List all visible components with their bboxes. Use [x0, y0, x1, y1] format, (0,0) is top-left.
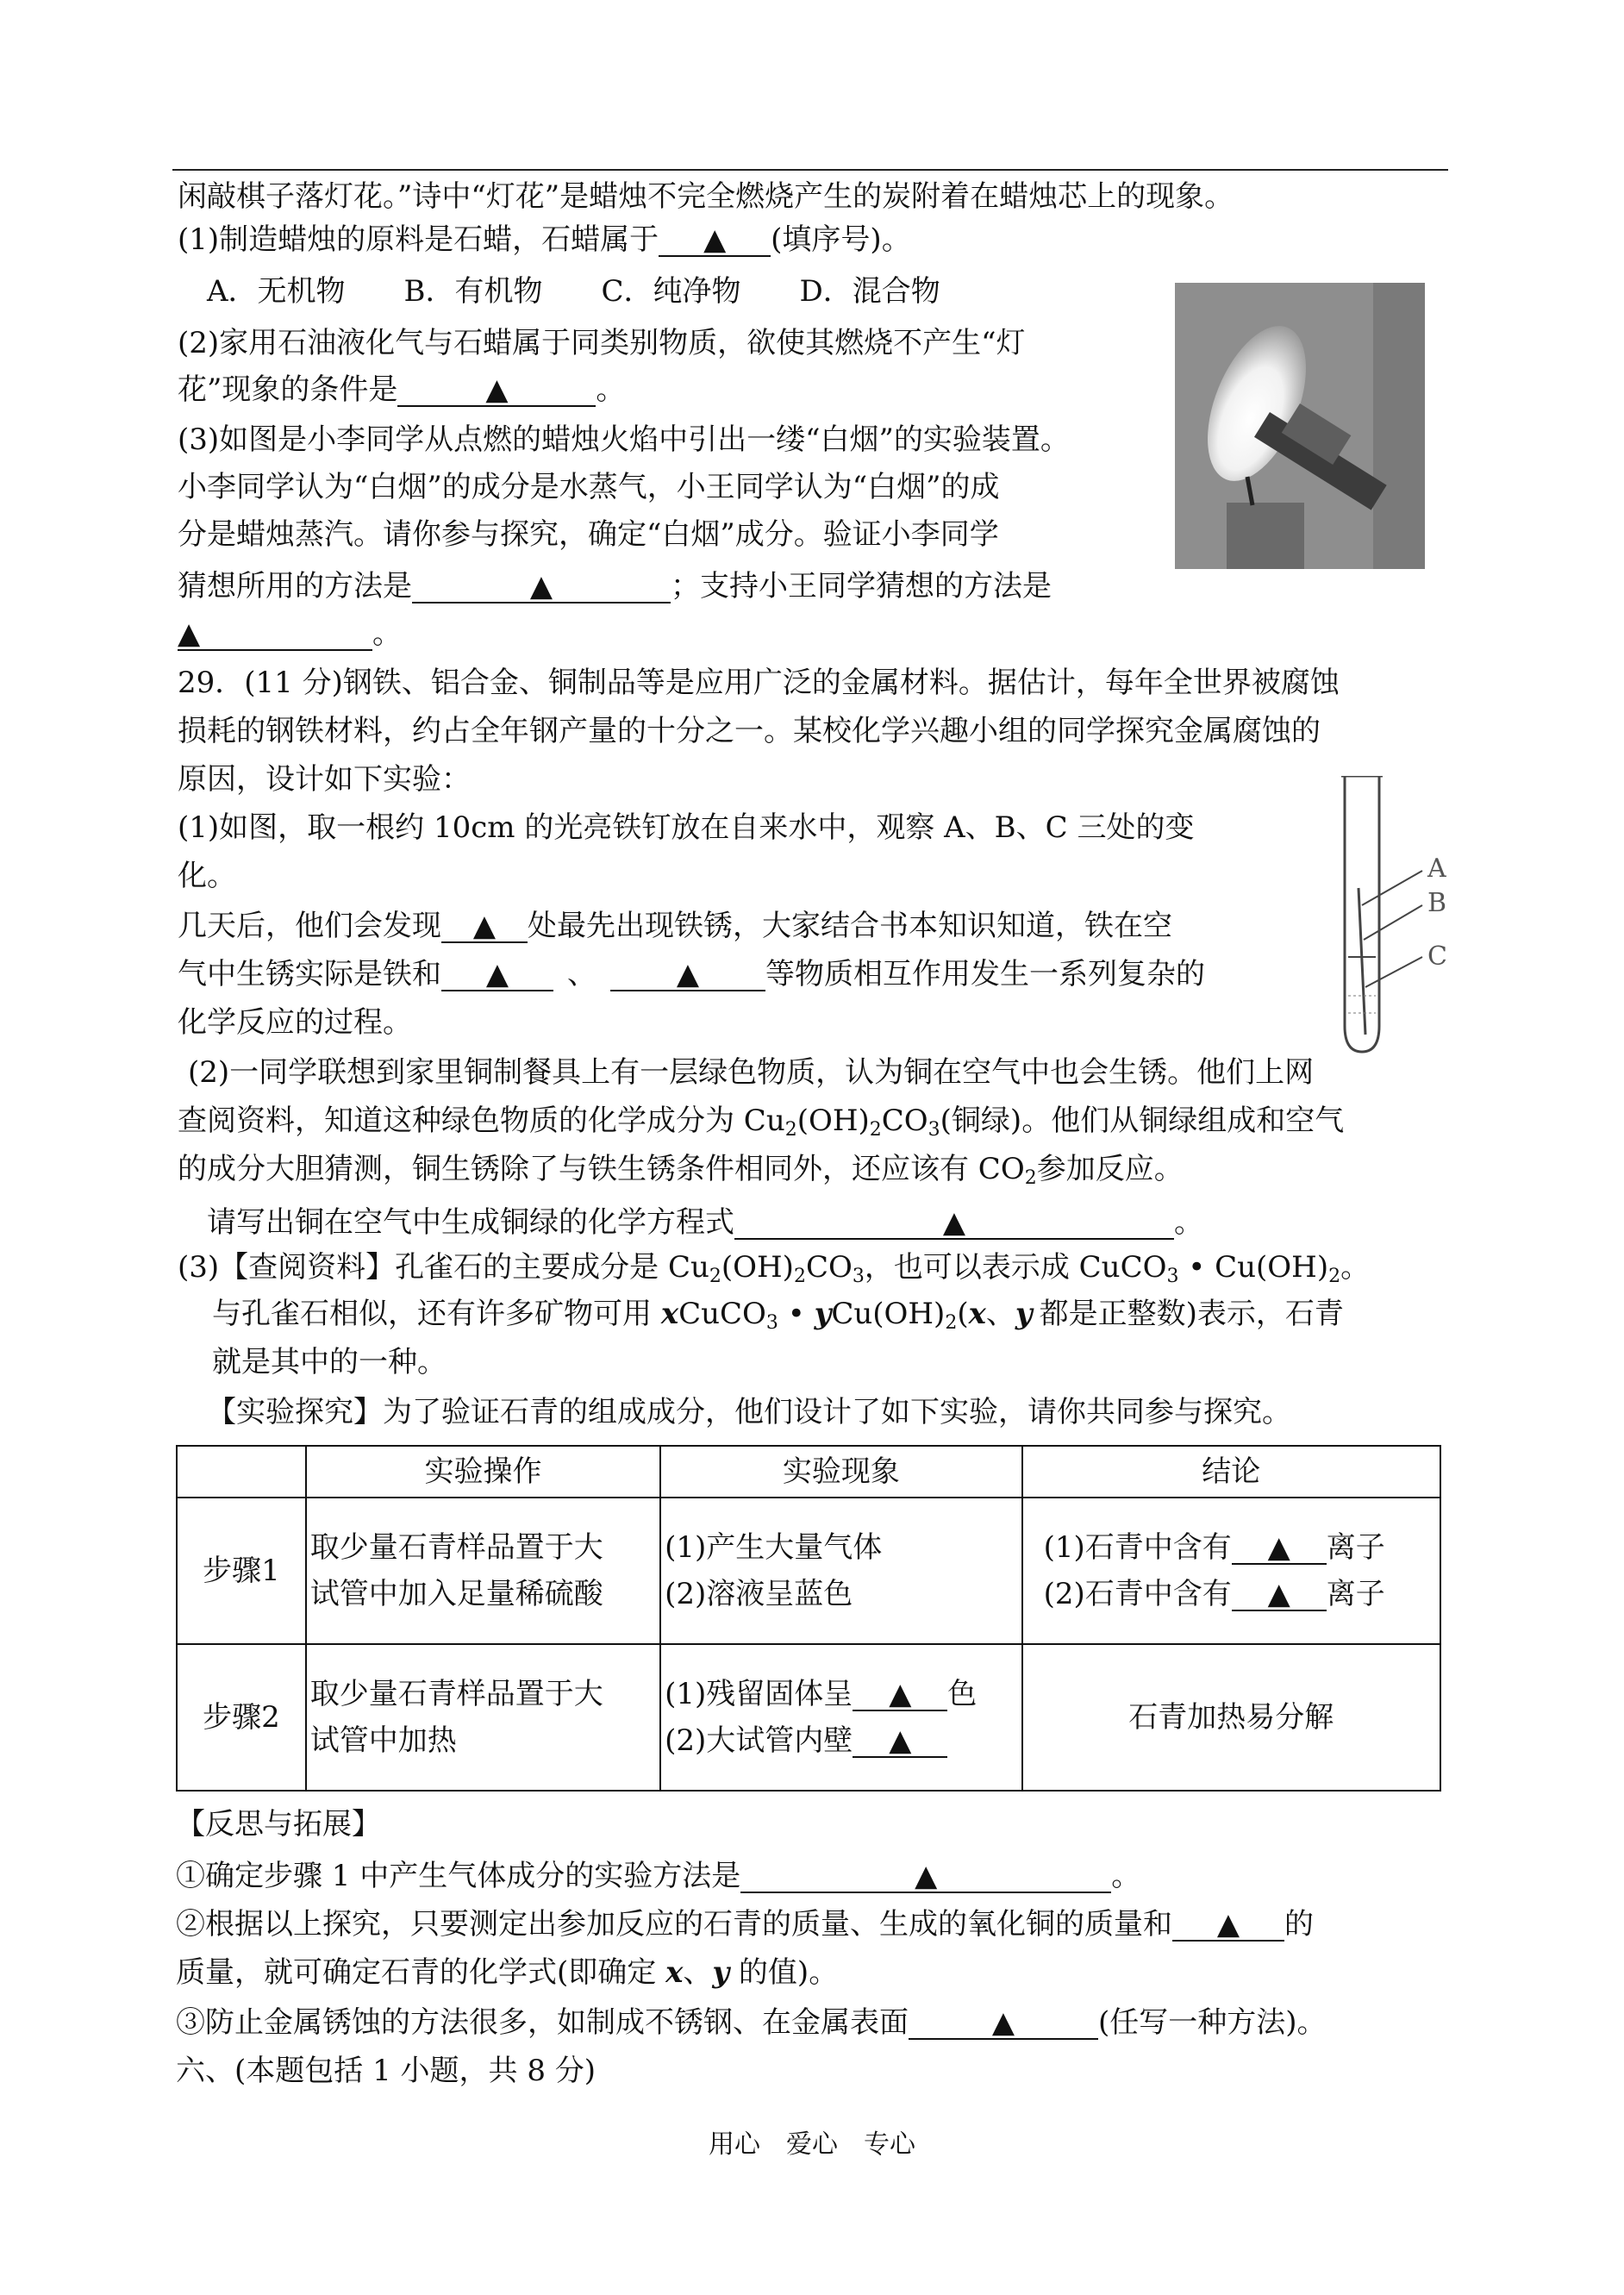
conclusion-cell: (1)石青中含有 ▲ 离子 (2)石青中含有 ▲ 离子: [1022, 1498, 1440, 1644]
question-29-intro: 29．(11 分)钢铁、铝合金、铜制品等是应用广泛的金属材料。据估计，每年全世界被腐蚀: [178, 666, 1340, 700]
answer-blank[interactable]: ▲: [853, 1679, 947, 1711]
answer-blank[interactable]: ▲: [734, 1207, 1174, 1240]
text-line: 损耗的钢铁材料，约占全年钢产量的十分之一。某校化学兴趣小组的同学探究金属腐蚀的: [178, 714, 1321, 748]
text-line: 闲敲棋子落灯花。”诗中“灯花”是蜡烛不完全燃烧产生的炭附着在蜡烛芯上的现象。: [178, 179, 1234, 214]
reflect-3: ③防止金属锈蚀的方法很多，如制成不锈钢、在金属表面 ▲ (任写一种方法)。: [176, 2005, 1327, 2040]
text-line: 的成分大胆猜测，铜生锈除了与铁生锈条件相同外，还应该有 $CO_2$参加反应。: [178, 1152, 1184, 1189]
text-line: 与孔雀石相似，还有许多矿物可用 xCuCO$_3$ • $yCu(OH)_2(x$、y 都是正整数)表示，石青: [212, 1297, 1344, 1334]
step-label: 步骤2: [177, 1644, 306, 1791]
reflect-1: ①确定步骤 1 中产生气体成分的实验方法是 ▲ 。: [176, 1859, 1141, 1893]
question-29-3: (3)【查阅资料】孔雀石的主要成分是 $Cu_2(OH)_2CO_3$，也可以表示成 CuCO$_3$ • $Cu(OH)_2$。: [178, 1250, 1371, 1287]
table-row: [177, 1644, 1440, 1791]
question-29-2: (2)一同学联想到家里铜制餐具上有一层绿色物质，认为铜在空气中也会生锈。他们上网: [188, 1055, 1315, 1090]
question-3-cont: 小李同学认为“白烟”的成分是水蒸气，小王同学认为“白烟”的成: [178, 470, 1000, 504]
options: A．无机物 B．有机物 C．纯净物 D．混合物: [207, 274, 940, 309]
step-label: 步骤1: [177, 1498, 306, 1644]
test-tube-figure: [1327, 776, 1474, 1069]
reflect-2: ②根据以上探究，只要测定出参加反应的石青的质量、生成的氧化铜的质量和 ▲ 的: [176, 1907, 1314, 1942]
answer-blank[interactable]: ▲: [397, 374, 596, 407]
answer-blank[interactable]: ▲: [441, 910, 528, 943]
answer-blank[interactable]: ▲: [441, 959, 553, 991]
answer-blank[interactable]: ▲: [412, 571, 671, 603]
table-row: [177, 1498, 1440, 1644]
question-2: (2)家用石油液化气与石蜡属于同类别物质，欲使其燃烧不产生“灯: [178, 326, 1026, 360]
answer-blank[interactable]: ▲: [853, 1725, 947, 1758]
text-line: 几天后，他们会发现 ▲ 处最先出现铁锈，大家结合书本知识知道，铁在空: [178, 909, 1172, 943]
operation-cell: 取少量石青样品置于大 试管中加入足量稀硫酸: [306, 1498, 660, 1644]
label-c: C: [1427, 941, 1447, 972]
label-b: B: [1427, 888, 1447, 918]
candle-photo: [1175, 283, 1425, 569]
table-header: 结论: [1022, 1446, 1440, 1498]
answer-blank[interactable]: ▲: [178, 618, 372, 651]
text-line: 化学反应的过程。: [178, 1005, 412, 1040]
label-a: A: [1427, 854, 1446, 884]
equation-prompt: 请写出铜在空气中生成铜绿的化学方程式 ▲ 。: [207, 1205, 1203, 1240]
answer-blank[interactable]: ▲: [909, 2007, 1098, 2040]
header-rule: [172, 169, 1448, 171]
answer-blank[interactable]: ▲: [1232, 1579, 1327, 1611]
text-line: 化。: [178, 859, 236, 893]
section-heading: 【实验探究】为了验证石青的组成成分，他们设计了如下实验，请你共同参与探究。: [207, 1395, 1291, 1429]
answer-blank[interactable]: ▲: [610, 959, 765, 991]
text-line: 气中生锈实际是铁和 ▲ 、 ▲ 等物质相互作用发生一系列复杂的: [178, 957, 1205, 991]
text-line: 就是其中的一种。: [212, 1345, 447, 1379]
question-3-cont: ▲ 。: [178, 616, 402, 651]
answer-blank[interactable]: ▲: [1232, 1532, 1327, 1565]
observation-cell: (1)产生大量气体 (2)溶液呈蓝色: [660, 1498, 1021, 1644]
question-3-cont: 分是蜡烛蒸汽。请你参与探究，确定“白烟”成分。验证小李同学: [178, 517, 999, 552]
experiment-table: [176, 1445, 1441, 1792]
table-header: [177, 1446, 306, 1498]
observation-cell: (1)残留固体呈 ▲ 色 (2)大试管内壁 ▲: [660, 1644, 1021, 1791]
section-heading: 【反思与拓展】: [176, 1807, 381, 1842]
question-3: (3)如图是小李同学从点燃的蜡烛火焰中引出一缕“白烟”的实验装置。: [178, 422, 1070, 457]
text-line: 原因，设计如下实验：: [178, 762, 471, 797]
conclusion-cell: 石青加热易分解: [1022, 1644, 1440, 1791]
question-2-cont: 花”现象的条件是 ▲ 。: [178, 372, 626, 407]
table-header: 实验操作: [306, 1446, 660, 1498]
answer-blank[interactable]: ▲: [740, 1860, 1111, 1893]
operation-cell: 取少量石青样品置于大 试管中加热: [306, 1644, 660, 1791]
section-six: 六、(本题包括 1 小题，共 8 分): [176, 2054, 597, 2088]
table-header: 实验现象: [660, 1446, 1021, 1498]
answer-blank[interactable]: ▲: [659, 224, 771, 257]
page-footer: 用心 爱心 专心: [709, 2129, 915, 2160]
text-line: 查阅资料，知道这种绿色物质的化学成分为 $Cu_2(OH)_2CO_3$(铜绿)。他们从铜绿组成和空气: [178, 1104, 1345, 1141]
question-3-cont: 猜想所用的方法是 ▲ ；支持小王同学猜想的方法是: [178, 569, 1052, 603]
answer-blank[interactable]: ▲: [1172, 1909, 1284, 1942]
reflect-2-cont: 质量，就可确定石青的化学式(即确定 x、y 的值)。: [176, 1955, 839, 1990]
question-1: (1)制造蜡烛的原料是石蜡，石蜡属于 ▲ (填序号)。: [178, 222, 911, 257]
question-29-1: (1)如图，取一根约 10cm 的光亮铁钉放在自来水中，观察 A、B、C 三处的变: [178, 810, 1195, 845]
